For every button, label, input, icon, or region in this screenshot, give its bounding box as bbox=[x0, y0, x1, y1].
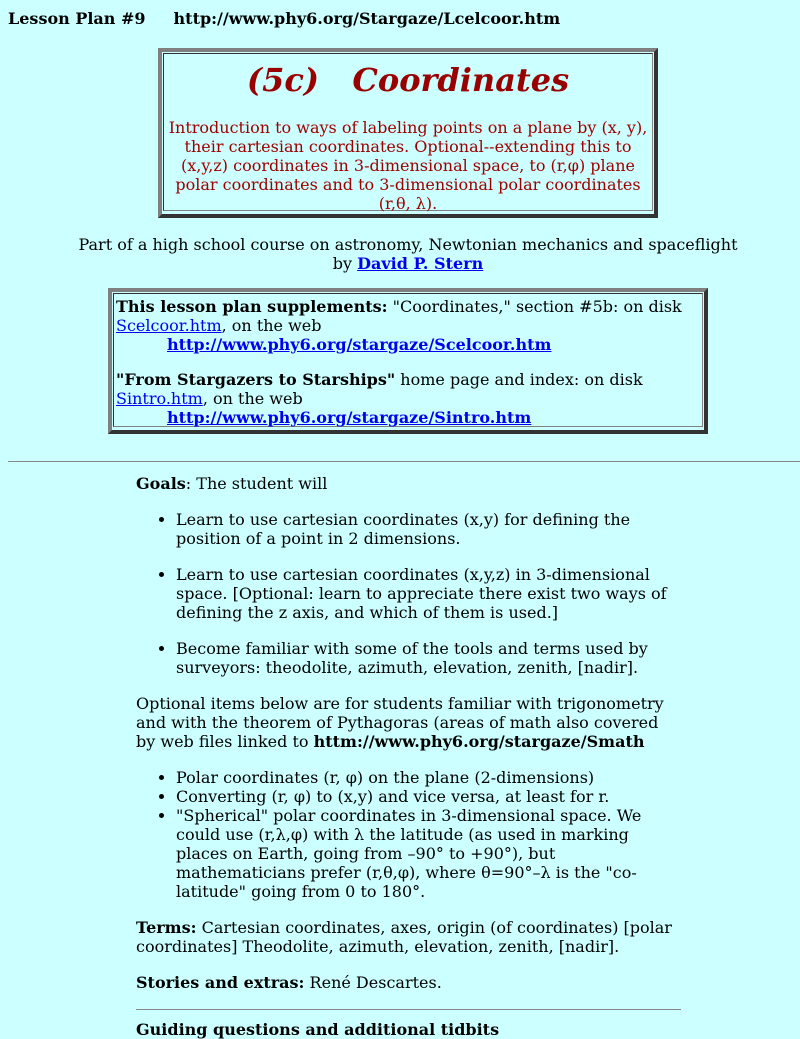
main-content bbox=[136, 474, 681, 1039]
list-item: • Become familiar with some of the tools and terms used by surveyors: theodolite, azimuth, elevation, zenith, [nadir]. bbox=[176, 639, 681, 677]
divider bbox=[136, 1009, 681, 1010]
goals-list bbox=[136, 510, 681, 677]
supplement-text: "Coordinates," section #5b: on disk bbox=[387, 297, 682, 316]
goals: Goals: The student will bbox=[136, 474, 328, 493]
section-heading: Guiding questions and additional tidbits bbox=[136, 1020, 500, 1039]
list-item: • Learn to use cartesian coordinates (x,y,z) in 3-dimensional space. [Optional: learn to appreciate there exist two ways of defining the z axis, and which of them is used.] bbox=[176, 565, 681, 622]
list-item: • Learn to use cartesian coordinates (x,y) for defining the position of a point in 2 dimensions. bbox=[176, 510, 681, 548]
home-text: home page and index: on disk bbox=[395, 370, 643, 389]
list-item: • Polar coordinates (r, φ) on the plane (2-dimensions) bbox=[176, 768, 681, 787]
by-label: by bbox=[332, 254, 353, 273]
credit bbox=[0, 235, 800, 273]
page-title: (5c) Coordinates bbox=[246, 61, 570, 99]
terms: Terms: Cartesian coordinates, axes, origin (of coordinates) [polar coordinates] Theodolite, azimuth, elevation, zenith, [nadir]. bbox=[136, 918, 672, 956]
list-item: • Converting (r, φ) to (x,y) and vice versa, at least for r. bbox=[176, 787, 681, 806]
divider bbox=[8, 461, 800, 462]
sintro-web-link[interactable]: http://www.phy6.org/stargaze/Sintro.htm bbox=[167, 408, 532, 427]
scelcoor-web-link[interactable]: http://www.phy6.org/stargaze/Scelcoor.htm bbox=[167, 335, 552, 354]
web-text: , on the web bbox=[221, 316, 322, 335]
page-url: http://www.phy6.org/Stargaze/Lcelcoor.htm bbox=[173, 9, 561, 28]
page-header bbox=[8, 9, 588, 28]
optional-intro: Optional items below are for students familiar with trigonometry and with the theorem of Pythagoras (areas of math also covered by web files linked to httm://www.phy6.org/stargaze/Smath bbox=[136, 694, 664, 751]
supplement-label: This lesson plan supplements: bbox=[116, 297, 388, 316]
supplement-box bbox=[108, 288, 708, 434]
optional-list bbox=[136, 768, 681, 901]
author-link[interactable]: David P. Stern bbox=[357, 254, 484, 273]
intro-text: Introduction to ways of labeling points on a plane by (x, y), their cartesian coordinates. Optional--extending this to (x,y,z) coordinates in 3-dimensional space, to (r,φ) plane polar coordinates and to 3-dimensional polar coordinates (r,θ, λ). bbox=[168, 118, 648, 213]
scelcoor-disk-link[interactable]: Scelcoor.htm bbox=[116, 316, 222, 335]
home-label: "From Stargazers to Starships" bbox=[116, 370, 396, 389]
web-text: , on the web bbox=[202, 389, 303, 408]
lesson-number: Lesson Plan #9 bbox=[8, 9, 146, 28]
stories: Stories and extras: René Descartes. bbox=[136, 973, 442, 992]
course-line: Part of a high school course on astronomy, Newtonian mechanics and spaceflight bbox=[78, 235, 738, 254]
list-item: • "Spherical" polar coordinates in 3-dimensional space. We could use (r,λ,φ) with λ the latitude (as used in marking places on Earth, going from –90° to +90°), but mathematicians prefer (r,θ,φ), where θ=90°–λ is the "co-latitude" going from 0 to 180°. bbox=[176, 806, 681, 901]
title-box bbox=[158, 48, 658, 218]
sintro-disk-link[interactable]: Sintro.htm bbox=[116, 389, 203, 408]
